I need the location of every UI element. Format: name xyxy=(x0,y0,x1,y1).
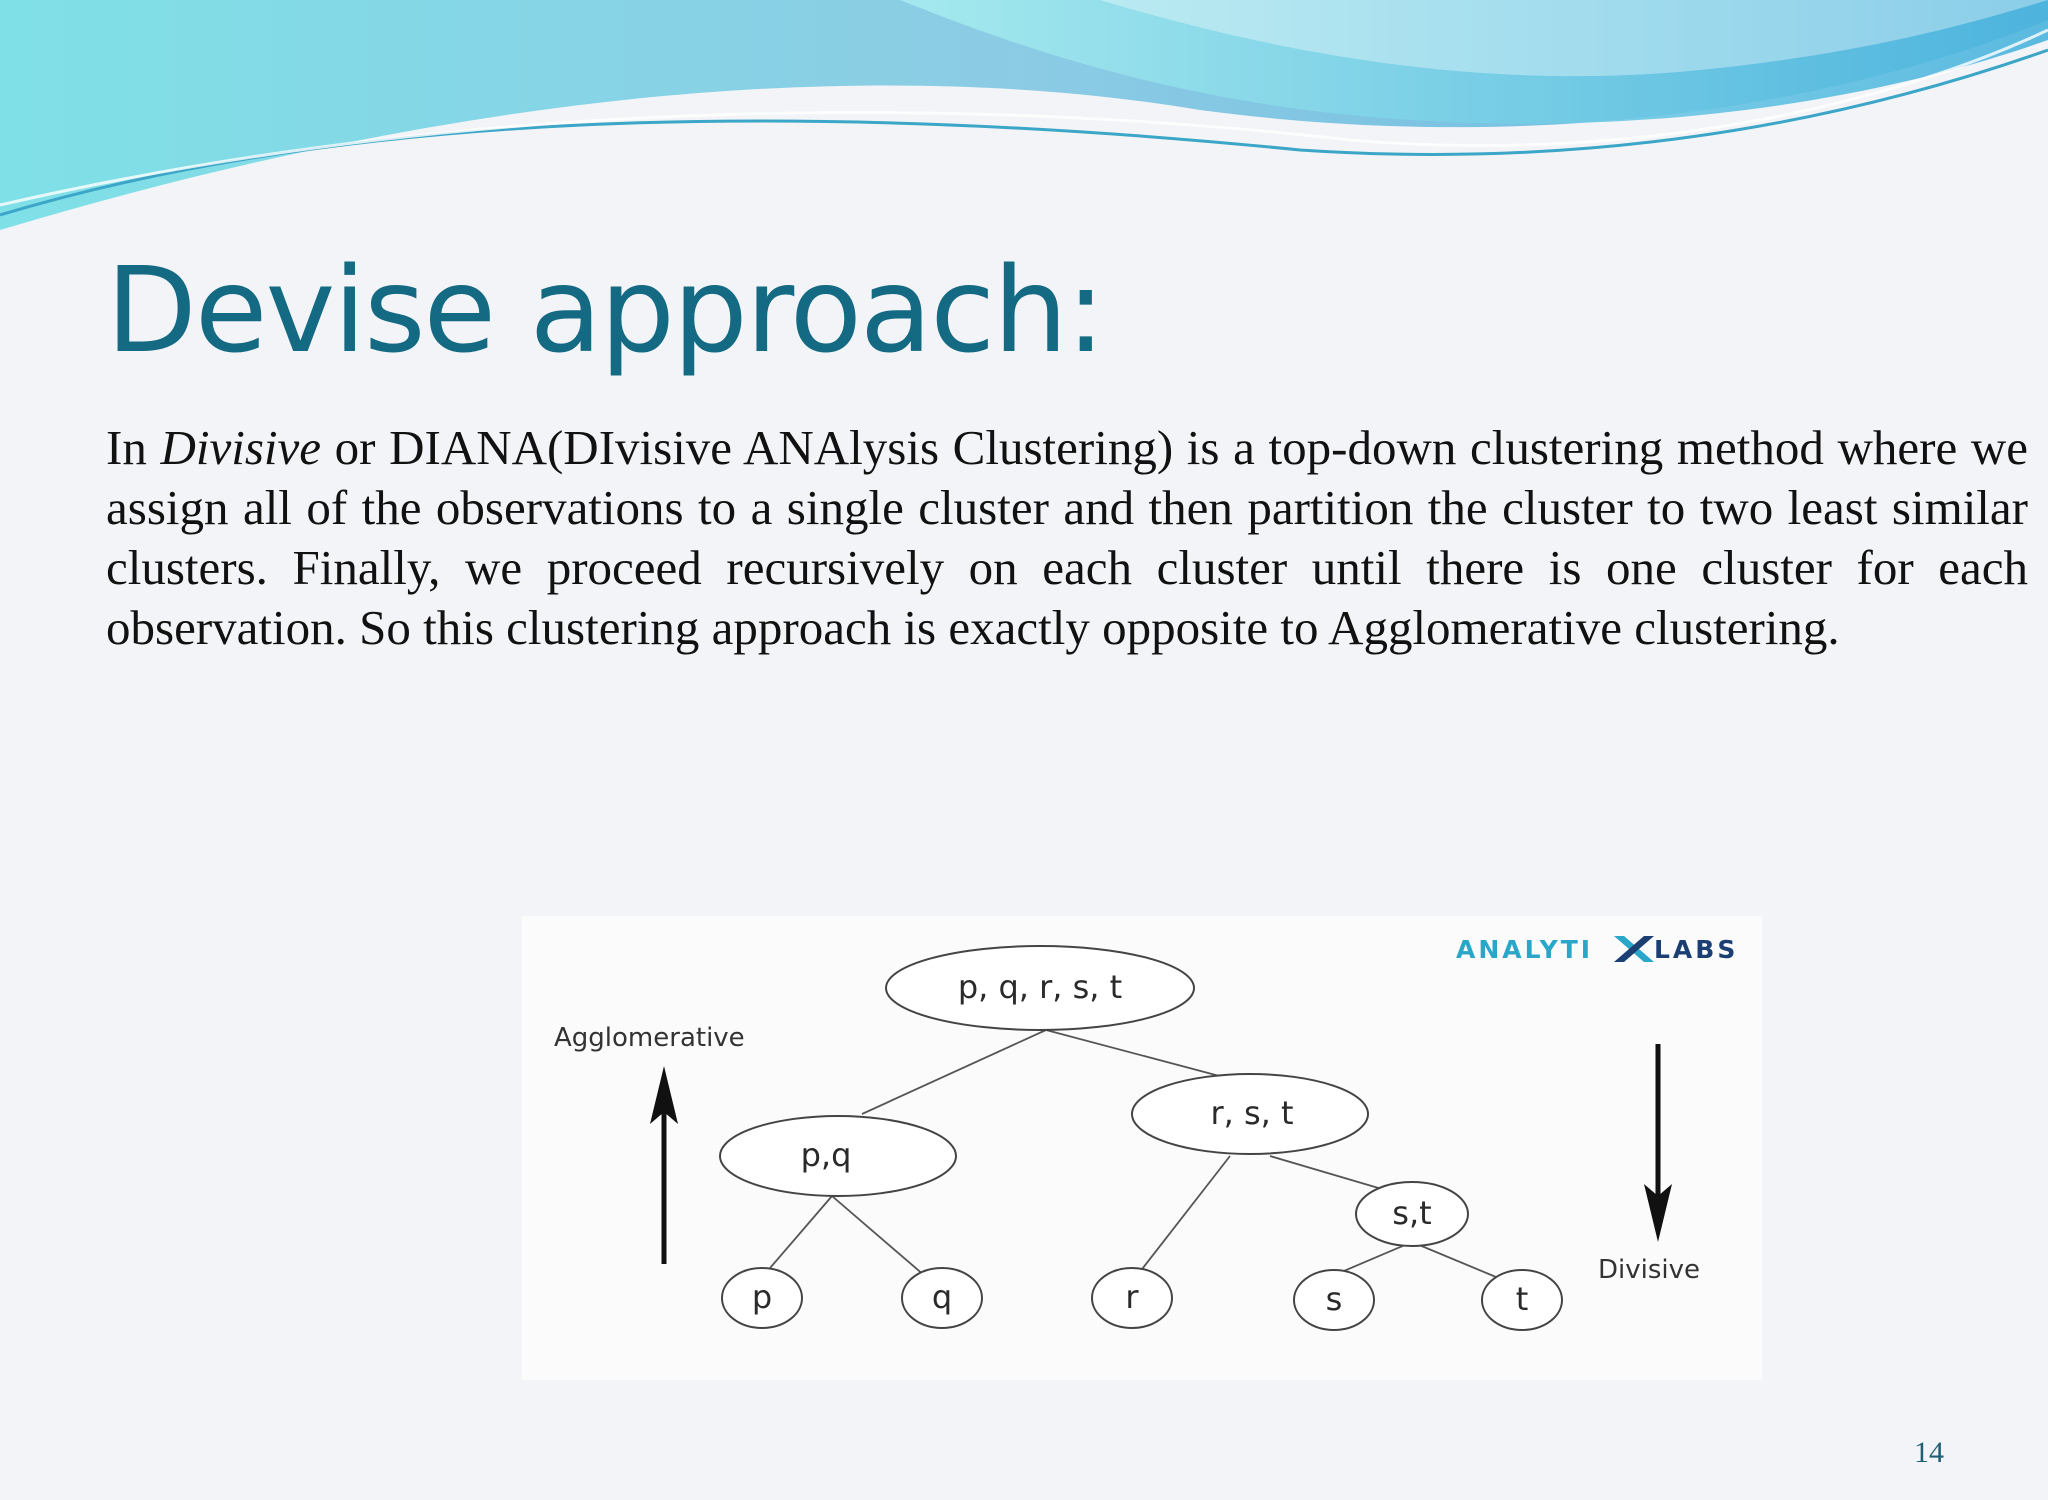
body-text-rest: or DIANA(DIvisive ANAlysis Clustering) is a top-down clustering method where we assign all of the observations to a single cluster and then partition the cluster to two least similar clusters. Finally, we proceed recursively on each cluster until there is one cluster for each observation. So this clustering approach is exactly opposite to Agglomerative clustering. xyxy=(106,420,2028,655)
dendrogram-svg xyxy=(522,916,1762,1380)
logo-text-part2: LABS xyxy=(1654,935,1739,964)
body-text-emphasis: Divisive xyxy=(160,420,322,475)
header-wave-decoration xyxy=(0,0,2048,240)
node-pq-label: p,q xyxy=(800,1136,852,1174)
node-t-label: t xyxy=(1515,1280,1529,1318)
body-text-lead: In xyxy=(106,420,161,475)
edge-root-pq xyxy=(862,1030,1046,1114)
edge-pq-q xyxy=(832,1196,932,1282)
edge-st-t xyxy=(1412,1242,1508,1282)
node-p-label: p xyxy=(751,1278,773,1316)
clustering-diagram xyxy=(522,916,1762,1380)
agglomerative-label: Agglomerative xyxy=(554,1023,745,1053)
agglomerative-up-arrow xyxy=(650,1066,678,1264)
node-rst-label: r, s, t xyxy=(1210,1094,1294,1132)
node-s-label: s xyxy=(1325,1280,1343,1318)
divisive-label: Divisive xyxy=(1598,1255,1701,1285)
slide-title: Devise approach: xyxy=(106,241,1104,379)
logo-x-mark xyxy=(1614,936,1654,962)
body-paragraph xyxy=(106,418,2028,658)
node-root-label: p, q, r, s, t xyxy=(957,968,1123,1006)
edge-root-rst xyxy=(1046,1030,1242,1082)
page-number: 14 xyxy=(1914,1436,1944,1469)
divisive-down-arrow xyxy=(1644,1044,1672,1242)
analytixlabs-logo xyxy=(1456,935,1738,964)
node-st-label: s,t xyxy=(1392,1194,1432,1232)
edge-rst-st xyxy=(1270,1156,1392,1192)
node-r-label: r xyxy=(1125,1278,1139,1316)
logo-text-part1: ANALYTI xyxy=(1456,935,1594,964)
edge-rst-r xyxy=(1132,1156,1230,1282)
node-q-label: q xyxy=(931,1278,953,1316)
